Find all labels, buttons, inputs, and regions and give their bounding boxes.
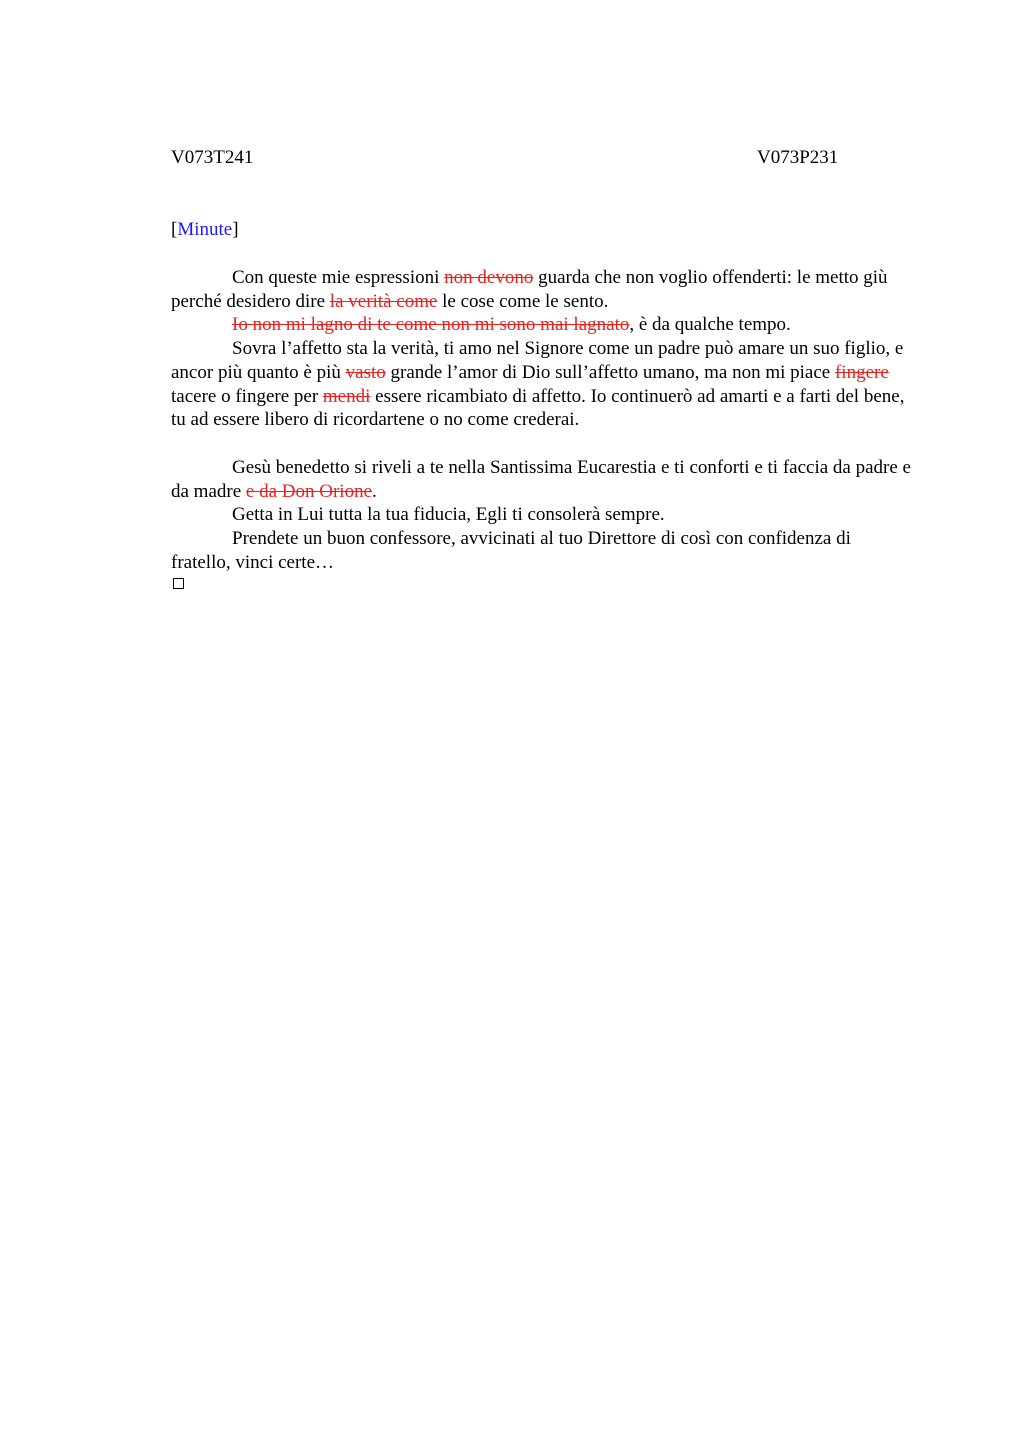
paragraph-5: [171, 503, 914, 527]
text-segment: .: [372, 480, 377, 502]
deleted-text: fingere: [834, 361, 889, 383]
text-segment: le cose come le sento.: [437, 290, 609, 312]
text-segment: , è da qualche tempo.: [629, 314, 791, 336]
close-bracket: ]: [232, 219, 239, 240]
paragraph-1: [171, 266, 914, 313]
minute-link[interactable]: Minute: [177, 219, 233, 240]
text-segment: Gesù benedetto si riveli a te nella Santissima Eucarestia e ti conforti e ti faccia da padre e da madre: [171, 456, 911, 502]
deleted-text: mendi: [322, 385, 371, 407]
document-code-left: V073T241: [171, 147, 254, 168]
text-segment: tacere o fingere per: [171, 385, 323, 407]
document-code-right: V073P231: [757, 147, 839, 168]
text-segment: Prendete un buon confessore, avvicinati al tuo Direttore di così con confidenza di fratello, vinci certe…: [171, 528, 851, 573]
text-segment: guarda che non voglio offenderti: le metto giù perché desidero dire: [171, 267, 888, 312]
paragraph-2: [171, 313, 914, 337]
end-marker-box-icon: [173, 578, 184, 589]
deleted-text: non devono: [444, 267, 534, 288]
text-segment: Con queste mie espressioni: [232, 267, 445, 288]
section-label: [171, 218, 239, 242]
deleted-text: e da Don Orione: [245, 480, 373, 502]
text-segment: Sovra l’affetto sta la verità, ti amo nel Signore come un padre può amare un suo figlio, e ancor più quanto è più: [171, 338, 904, 383]
open-bracket: [: [171, 219, 178, 240]
deleted-text: vasto: [345, 361, 386, 383]
deleted-text: la verità come: [329, 290, 438, 312]
text-segment: grande l’amor di Dio sull’affetto umano, ma non mi piace: [385, 361, 835, 383]
text-segment: essere ricambiato di affetto. Io continuerò ad amarti e a farti del bene, tu ad essere libero di ricordartene o no come crederai.: [171, 385, 905, 431]
text-segment: Getta in Lui tutta la tua fiducia, Egli ti consolerà sempre.: [232, 504, 665, 526]
paragraph-6: [171, 527, 914, 574]
letter-body: [171, 266, 914, 574]
paragraph-3: [171, 337, 914, 432]
deleted-text: Io non mi lagno di te come non mi sono mai lagnato: [232, 314, 630, 336]
paragraph-4: [171, 456, 914, 503]
